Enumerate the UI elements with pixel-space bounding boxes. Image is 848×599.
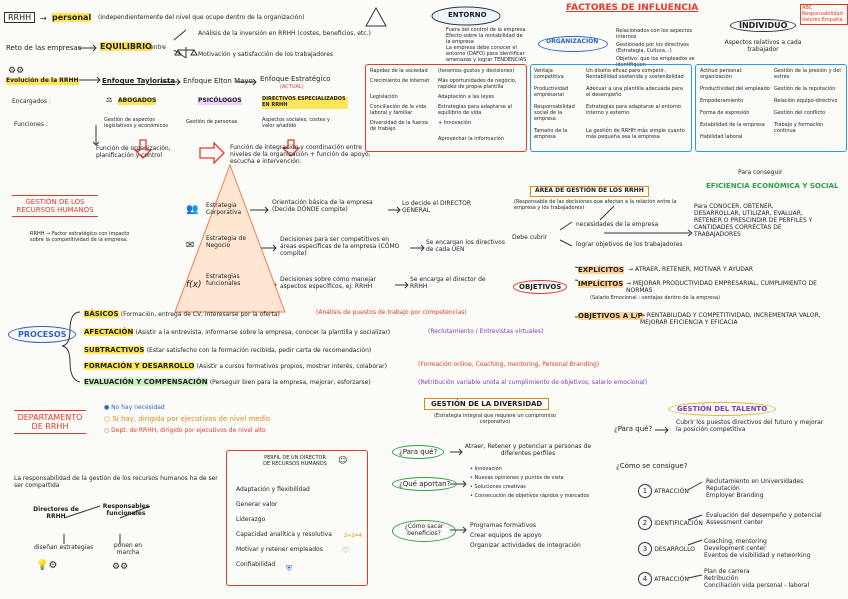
perfil-items: Adaptación y flexibilidad Generar valor Liderazgo Capacidad analítica y resolutiva Motivar y retener empleados Confiabilidad: [236, 486, 332, 568]
actual-label: (ACTUAL): [280, 84, 304, 90]
scale-abogados-icon: ⚖: [106, 96, 113, 104]
nivel-funcional: Estrategias funcionales: [206, 273, 241, 287]
funcion-int: Función de integración y coordinación entre niveles de la organización + función de apoyo, escucha e intervención.: [230, 144, 371, 165]
nivel-corporativa: Estrategia Corporativa: [206, 202, 242, 216]
gear-icon: ⚙⚙: [8, 66, 25, 76]
proceso-afectacion-right: (Reclutamiento / Entrevistas virtuales): [428, 328, 544, 335]
talento-a1: Cubrir los puestos directivos del futuro y mejorar la posición competitiva: [676, 419, 824, 433]
necesidades-empresa: necesidades de la empresa: [576, 221, 659, 228]
shield-icon: ⛨: [286, 564, 292, 573]
entorno-title: ENTORNO: [448, 11, 487, 19]
funcion-org: Función de organización, planificación y control: [96, 145, 171, 159]
eficiencia-label: EFICIENCIA ECONÓMICA Y SOCIAL: [706, 182, 839, 190]
implicitos-desc: → MEJORAR PRODUCTIVIDAD EMPRESARIAL, CUMPLIMIENTO DE NORMAS: [626, 280, 817, 294]
competitividad-rows: Ventaja competitiva Un diseño eficaz para competir. Rentabilidad sostenida y sostenibilidad Productividad empresarial Adecuar a una plantilla adecuada para el desempeño Responsabilidad social de la empresa Estrategias para adaptarse al entorno interno y externo Tamaño de la empresa La gestión de RRHH más simple cuanto más pequeña sea la empresa: [534, 68, 685, 140]
gestion-rrhh-line: RRHH → Factor estratégico con impacto sobre la competitividad de la empresa.: [30, 231, 130, 243]
funciones-label: Funciones :: [14, 121, 48, 128]
triangle-logo: [366, 8, 386, 26]
objetivos-pill: OBJETIVOS: [513, 280, 567, 294]
encargados-label: Encargados :: [12, 98, 51, 105]
heart-icon: ♡: [342, 546, 350, 555]
responsabilidad-text: La responsabilidad de la gestión de los recursos humanos ha de ser ser compartida: [14, 475, 218, 489]
directivos-label: DIRECTIVOS ESPECIALIZADOS EN RRHH: [262, 97, 348, 109]
diversidad-sub: (Estrategia integral que requiere un compromiso corporativo): [433, 413, 557, 425]
objetivos-trabajadores: lograr objetivos de los trabajadores: [576, 241, 683, 248]
implicitos-label: IMPLÍCITOS: [578, 280, 624, 288]
motivacion-text: Motivación y satisfacción de los trabajadores: [198, 51, 334, 58]
funcion-2: Gestión de personas: [186, 119, 238, 125]
nivel-negocio-desc: Decisiones para ser competitivos en áreas específicas de la empresa (CÓMO compite): [280, 236, 400, 257]
proceso-basicos-right: (Análisis de puestos de trabajo por competencias): [316, 309, 467, 316]
area-title: ÁREA DE GESTIÓN DE LOS RRHH: [530, 186, 649, 197]
para-list: Para CONOCER, OBTENER, DESARROLLAR, UTILIZAR, EVALUAR, RETENER O PRESCINDIR DE PERFILES Y CANTIDADES CORRECTAS DE TRABAJADORES: [694, 203, 813, 238]
funcion-1: Gestión de aspectos legislativos y económicos: [104, 117, 168, 129]
nivel-funcional-desc: Decisiones sobre cómo manejar aspectos específicos, ej: RRHH: [280, 276, 377, 290]
talento-step-2-items: Evaluación del desempeño y potencial Assessment center: [706, 512, 822, 526]
talento-step-3-items: Coaching, mentoring Development center Eventos de visibilidad y networking: [704, 538, 811, 559]
formula-text: 2+2=4: [344, 533, 362, 539]
disenan-estrategias: diseñan estrategias: [34, 544, 94, 551]
gestion-title: GESTIÓN DE LOS RECURSOS HUMANOS: [12, 195, 98, 217]
funcion-3: Aspectos sociales, costes y valor añadido: [262, 117, 330, 129]
diversidad-a3: Programas formativos Crear equipos de apoyo Organizar actividades de integración: [470, 522, 581, 549]
nivel-corporativa-desc: Orientación básica de la empresa (Decide DÓNDE compite): [272, 199, 373, 213]
taylor-label: Enfoque Taylorista: [102, 77, 176, 85]
departamento-list: ● No hay necesidad ○ Sí hay, dirigida por ejecutivos de nivel medio ○ Dept. de RRHH, dirigido por ejecutivos de nivel alto: [104, 404, 271, 434]
talento-step-4-items: Plan de carrera Retribución Conciliación vida personal - laboral: [704, 568, 810, 589]
directores-rrhh: Directores de RRHH: [33, 506, 79, 520]
individuo-items-left: Actitud personal: organización Productividad del empleado Empoderamiento Forma de expresión Estabilidad de la empresa Habilidad laboral: [700, 68, 770, 140]
function-icon: f(x): [186, 280, 202, 290]
individuo-label: INDIVIDUO: [730, 19, 796, 32]
mayo-label: Enfoque Elton Mayo: [183, 77, 253, 85]
entorno-list: Fuera del control de la empresa Efecto sobre la rentabilidad de la empresa La empresa debe conocer el entorno (DAFO) para identificar amenazas y lograr TENDENCIAS: [446, 27, 527, 63]
talento-step-3: 3 DESARROLLO: [638, 542, 695, 556]
entre-label: entre: [150, 44, 166, 51]
departamento-title: DEPARTAMENTO DE RRHH: [14, 410, 86, 434]
procesos-pill: PROCESOS: [8, 326, 76, 343]
nivel-negocio: Estrategia de Negocio: [206, 235, 247, 249]
diversidad-q1: ¿Para qué?: [392, 445, 444, 459]
diversidad-q2: ¿Qué aportan?: [392, 477, 457, 491]
rrhh-label: RRHH: [4, 13, 35, 22]
proceso-evaluacion: EVALUACIÓN Y COMPENSACIÓN (Perseguir bien para la empresa, mejorar, esforzarse): [84, 378, 371, 386]
organizacion-label: ORGANIZACIÓN: [546, 38, 599, 45]
talento-step-1: 1 ATRACCIÓN: [638, 484, 689, 498]
nivel-negocio-quien: Se encargan los directivos de cada UEN: [426, 239, 505, 253]
talento-q2: ¿Cómo se consigue?: [616, 462, 688, 470]
diversidad-q3: ¿Cómo sacar beneficios?: [392, 520, 456, 542]
talento-step-2: 2 IDENTIFICACIÓN: [638, 516, 703, 530]
talento-title: GESTIÓN DEL TALENTO: [668, 402, 776, 416]
salario-emocional: (Salario Emocional : ventajas dentro de la empresa): [590, 295, 720, 301]
equilibrio-label: EQUILIBRIO: [100, 42, 152, 51]
diversidad-title: GESTIÓN DE LA DIVERSIDAD: [424, 398, 549, 410]
personal-highlight: personal: [52, 13, 92, 22]
proceso-evaluacion-right: (Retribución variable unida al cumplimiento de objetivos, salario emocional): [418, 379, 648, 386]
individuo-items-right: Gestión de la presión y del estrés Gestión de la reputación Relación equipo-directivo Gestión del conflicto Trabajo y formación continua: [774, 68, 841, 134]
responsables-funcionales: Responsables funcionales: [102, 503, 150, 517]
proceso-afectacion: AFECTACIÓN (Asistir a la entrevista, informarse sobre la empresa, conocer la plantilla y socializar): [84, 328, 391, 336]
debe-cubrir: Debe cubrir: [512, 234, 548, 241]
para-conseguir: Para conseguir: [738, 169, 783, 176]
nivel-funcional-quien: Se encarga el director de RRHH: [410, 276, 486, 290]
arrow-icon: →: [40, 14, 47, 23]
ideas-icon: 💡⚙: [36, 560, 58, 571]
envelope-icon: ✉: [186, 240, 195, 251]
talento-step-1-items: Reclutamiento en Universidades Reputación Employer Branding: [706, 478, 804, 499]
lp-desc: → RENTABILIDAD Y COMPETITIVIDAD, INCREMENTAR VALOR, MEJORAR EFICIENCIA Y EFICACIA: [640, 312, 821, 326]
factores-title: FACTORES DE INFLUENCIA: [566, 3, 699, 13]
people-icon: 👥: [186, 204, 199, 215]
explicitos-label: EXPLÍCITOS: [578, 266, 624, 274]
diversidad-a2: • Innovación • Nuevas opiniones y puntos de vista • Soluciones creativas • Consecución de objetivos rápidos y marcados: [470, 466, 590, 499]
analisis-text: Análisis de la inversión en RRHH (costes, beneficios, etc.): [198, 30, 371, 37]
nivel-corporativa-quien: Lo decide el DIRECTOR GENERAL: [402, 200, 472, 214]
avatar-icon: ☺: [338, 456, 348, 466]
evolucion-label: Evolución de la RRHH: [6, 77, 79, 84]
individuo-sub: Aspectos relativos a cada trabajador: [724, 39, 802, 53]
ponen-en-marcha: ponen en marcha: [113, 542, 143, 556]
reto-label: Reto de las empresas: [6, 44, 82, 52]
lp-label: OBJETIVOS A L/P: [578, 312, 643, 320]
diversidad-a1: Atraer, Retener y potenciar a personas de diferentes perfiles: [464, 443, 592, 457]
talento-step-4: 4 ATRACCIÓN: [638, 572, 689, 586]
talento-q1: ¿Para qué?: [614, 425, 653, 433]
perfil-title: PERFIL DE UN DIRECTOR DE RECURSOS HUMANOS: [263, 455, 327, 467]
psicologos-label: PSICÓLOGOS: [198, 97, 242, 104]
explicitos-desc: → ATRAER, RETENER, MOTIVAR Y AYUDAR: [628, 266, 754, 273]
abc-box: ABC Responsabilidad Valores Empatía: [800, 4, 848, 25]
area-resp: (Responsable de las decisiones que afectan a la relación entre la empresa y los trabajadores): [514, 199, 677, 211]
abogados-label: ABOGADOS: [118, 97, 157, 104]
entorno-table-rows: Rapidez de la sociedad (tenemos gustos y decisiones) Crecimiento de internet Más oportunidades de negocio, rapidez de propia plantilla Legislación Adaptación a las leyes Conciliación de la vida laboral y familiar Estrategias para adaptarse al equilibrio de vida Diversidad de la fuerza de trabajo + Innovación Aprovechar la información: [370, 68, 517, 142]
gears-icon: ⚙⚙: [112, 562, 129, 572]
estrategico-label: Enfoque Estratégico: [260, 75, 331, 83]
organizacion-items: Relacionados con los aspectos internos Gestionado por los directivos (Estrategia, Cultura...) Objetivo: que los empleados se identifiquen: [616, 28, 695, 68]
proceso-formacion: FORMACIÓN Y DESARROLLO (Asistir a cursos formativos propios, mostrar interés, colaborar): [84, 362, 387, 370]
proceso-basicos: BÁSICOS (Formación, entrega de CV, interesarse por la oferta): [84, 310, 280, 318]
proceso-subtractivos: SUBTRACTIVOS (Estar satisfecho con la formación recibida, pedir carta de recomendación): [84, 346, 372, 354]
proceso-formacion-right: (Formación online, Coaching, mentoring, Personal Branding): [418, 361, 600, 368]
independence-note: (independientemente del nivel que ocupe dentro de la organización): [98, 14, 305, 21]
